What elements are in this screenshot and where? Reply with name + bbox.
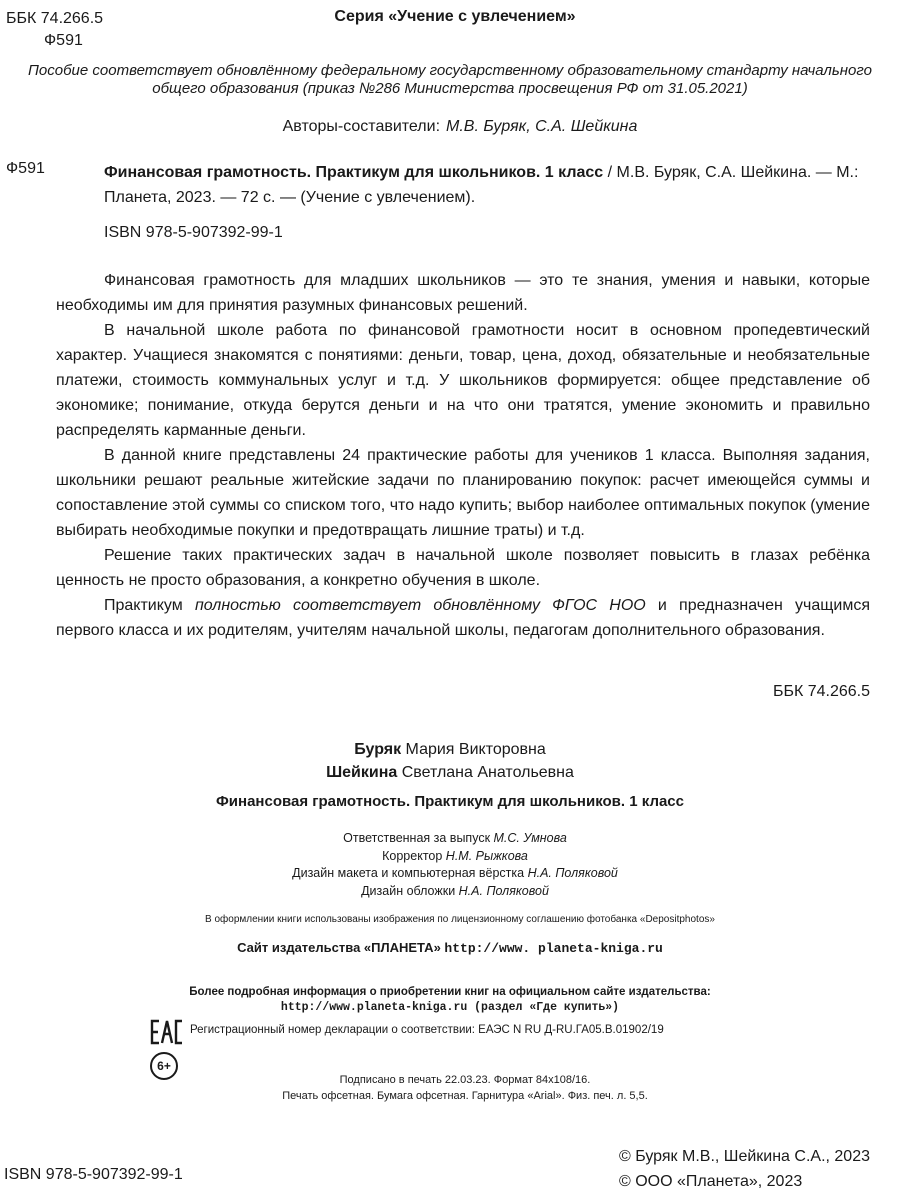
- credit-line: [10, 883, 900, 901]
- credits: [0, 830, 900, 900]
- credit-role: Дизайн обложки: [361, 883, 459, 898]
- purchase-info-text: Более подробная информация о приобретении книг на официальном сайте издательства:: [189, 986, 711, 998]
- credit-line: [10, 865, 900, 883]
- age-rating-badge: 6+: [150, 1052, 178, 1080]
- annotation-paragraph: [56, 593, 870, 643]
- annotation-paragraph: В начальной школе работа по финансовой грамотности носит в основном пропедевтический характер. Учащиеся знакомятся с понятиями: деньги, товар, цена, доход, обязательные и необязательные платежи, стоимость коммунальных услуг и т.д. У школьников формируется: общее представление об экономике; понимание, откуда берутся деньги и на что они тратятся, умение экономить и правильно распределять карманные деньги.: [56, 322, 870, 439]
- purchase-link[interactable]: http://www.planeta-kniga.ru (раздел «Где купить»): [280, 1001, 620, 1014]
- authors-label: Авторы-составители:: [282, 118, 441, 135]
- credit-person: Н.А. Поляковой: [527, 866, 618, 880]
- isbn-bottom: ISBN 978-5-907392-99-1: [4, 1166, 183, 1183]
- print-line: Подписано в печать 22.03.23. Формат 84х108/16.: [339, 1074, 591, 1086]
- isbn-main: ISBN 978-5-907392-99-1: [104, 224, 283, 241]
- author-given-name: Светлана Анатольевна: [397, 764, 574, 781]
- authors-line: [0, 118, 900, 136]
- bibliography-code: Ф591: [6, 160, 45, 177]
- annotation-paragraph: Решение таких практических задач в начальной школе позволяет повысить в глазах ребёнка ценность не просто образования, а конкретно обучения в школе.: [56, 547, 870, 589]
- bibliography-record: [104, 160, 870, 210]
- annotation-emphasis: полностью соответствует обновлённому ФГОС НОО: [194, 597, 646, 614]
- credit-line: [10, 848, 900, 866]
- bibliography-rest: / М.В. Буряк, С.А. Шейкина. — М.: Планета, 2023. — 72 с. — (Учение с увлечением).: [104, 164, 859, 206]
- annotation-text: Практикум: [104, 597, 195, 614]
- imprint-authors: [0, 738, 900, 784]
- credit-role: Ответственная за выпуск: [343, 831, 494, 845]
- author-surname: Шейкина: [326, 764, 398, 781]
- standard-note: Пособие соответствует обновлённому федеральному государственному образовательному стандарту начального общего образования (приказ №286 Министерства просвещения РФ от 31.05.2021): [28, 62, 872, 97]
- book-title: Финансовая грамотность. Практикум для школьников. 1 класс: [104, 164, 604, 181]
- author-code: Ф591: [44, 32, 83, 49]
- authors-names: М.В. Буряк, С.А. Шейкина: [446, 118, 638, 135]
- author-surname: Буряк: [354, 741, 402, 758]
- series-title: Серия «Учение с увлечением»: [334, 8, 576, 25]
- credit-person: Н.М. Рыжкова: [445, 848, 528, 863]
- photo-license-note: В оформлении книги использованы изображения по лицензионному соглашению фотобанка «Depositphotos»: [205, 914, 715, 925]
- credit-line: [10, 830, 900, 848]
- bbk-code: ББК 74.266.5: [6, 10, 104, 27]
- credit-person: Н.А. Поляковой: [458, 883, 549, 898]
- print-details: [0, 1072, 900, 1104]
- credit-role: Дизайн макета и компьютерная вёрстка: [292, 866, 528, 880]
- site-label: Сайт издательства «ПЛАНЕТА»: [237, 940, 445, 955]
- annotation-paragraph: Финансовая грамотность для младших школьников — это те знания, умения и навыки, которые необходимы им для принятия разумных финансовых решений.: [56, 272, 870, 314]
- annotation-text: и предназначен учащимся первого класса и их родителям, учителям начальной школы, педагогам дополнительного образования.: [56, 597, 871, 639]
- print-line: Печать офсетная. Бумага офсетная. Гарнитура «Arial». Физ. печ. л. 5,5.: [282, 1090, 648, 1102]
- copyright: [619, 1144, 870, 1194]
- imprint-author: [0, 761, 900, 784]
- credit-person: М.С. Умнова: [493, 831, 567, 845]
- copyright-line: © Буряк М.В., Шейкина С.А., 2023: [618, 1148, 870, 1165]
- credit-role: Корректор: [382, 848, 446, 863]
- imprint-author: [0, 738, 900, 761]
- annotation-paragraph: В данной книге представлены 24 практические работы для учеников 1 класса. Выполняя задания, школьники решают реальные житейские задачи по планированию покупок: расчет имеющейся суммы и сопоставление этой суммы со списком того, что надо купить; выбор наиболее оптимальных покупок (умение выбирать необходимые покупки и предотвращать лишние траты) и т.д.: [56, 447, 870, 539]
- imprint-title: Финансовая грамотность. Практикум для школьников. 1 класс: [216, 793, 684, 810]
- registration-number: Регистрационный номер декларации о соответствии: ЕАЭС N RU Д-RU.ГА05.В.01902/19: [190, 1024, 664, 1036]
- copyright-line: © ООО «Планета», 2023: [618, 1173, 803, 1190]
- bbk-right: ББК 74.266.5: [772, 683, 870, 700]
- publisher-site: [0, 940, 900, 956]
- annotation: [56, 268, 870, 643]
- author-given-name: Мария Викторовна: [401, 741, 546, 758]
- purchase-info: [0, 984, 900, 1016]
- site-link[interactable]: http://www. planeta-kniga.ru: [444, 941, 663, 956]
- eac-mark-icon: [150, 1018, 184, 1046]
